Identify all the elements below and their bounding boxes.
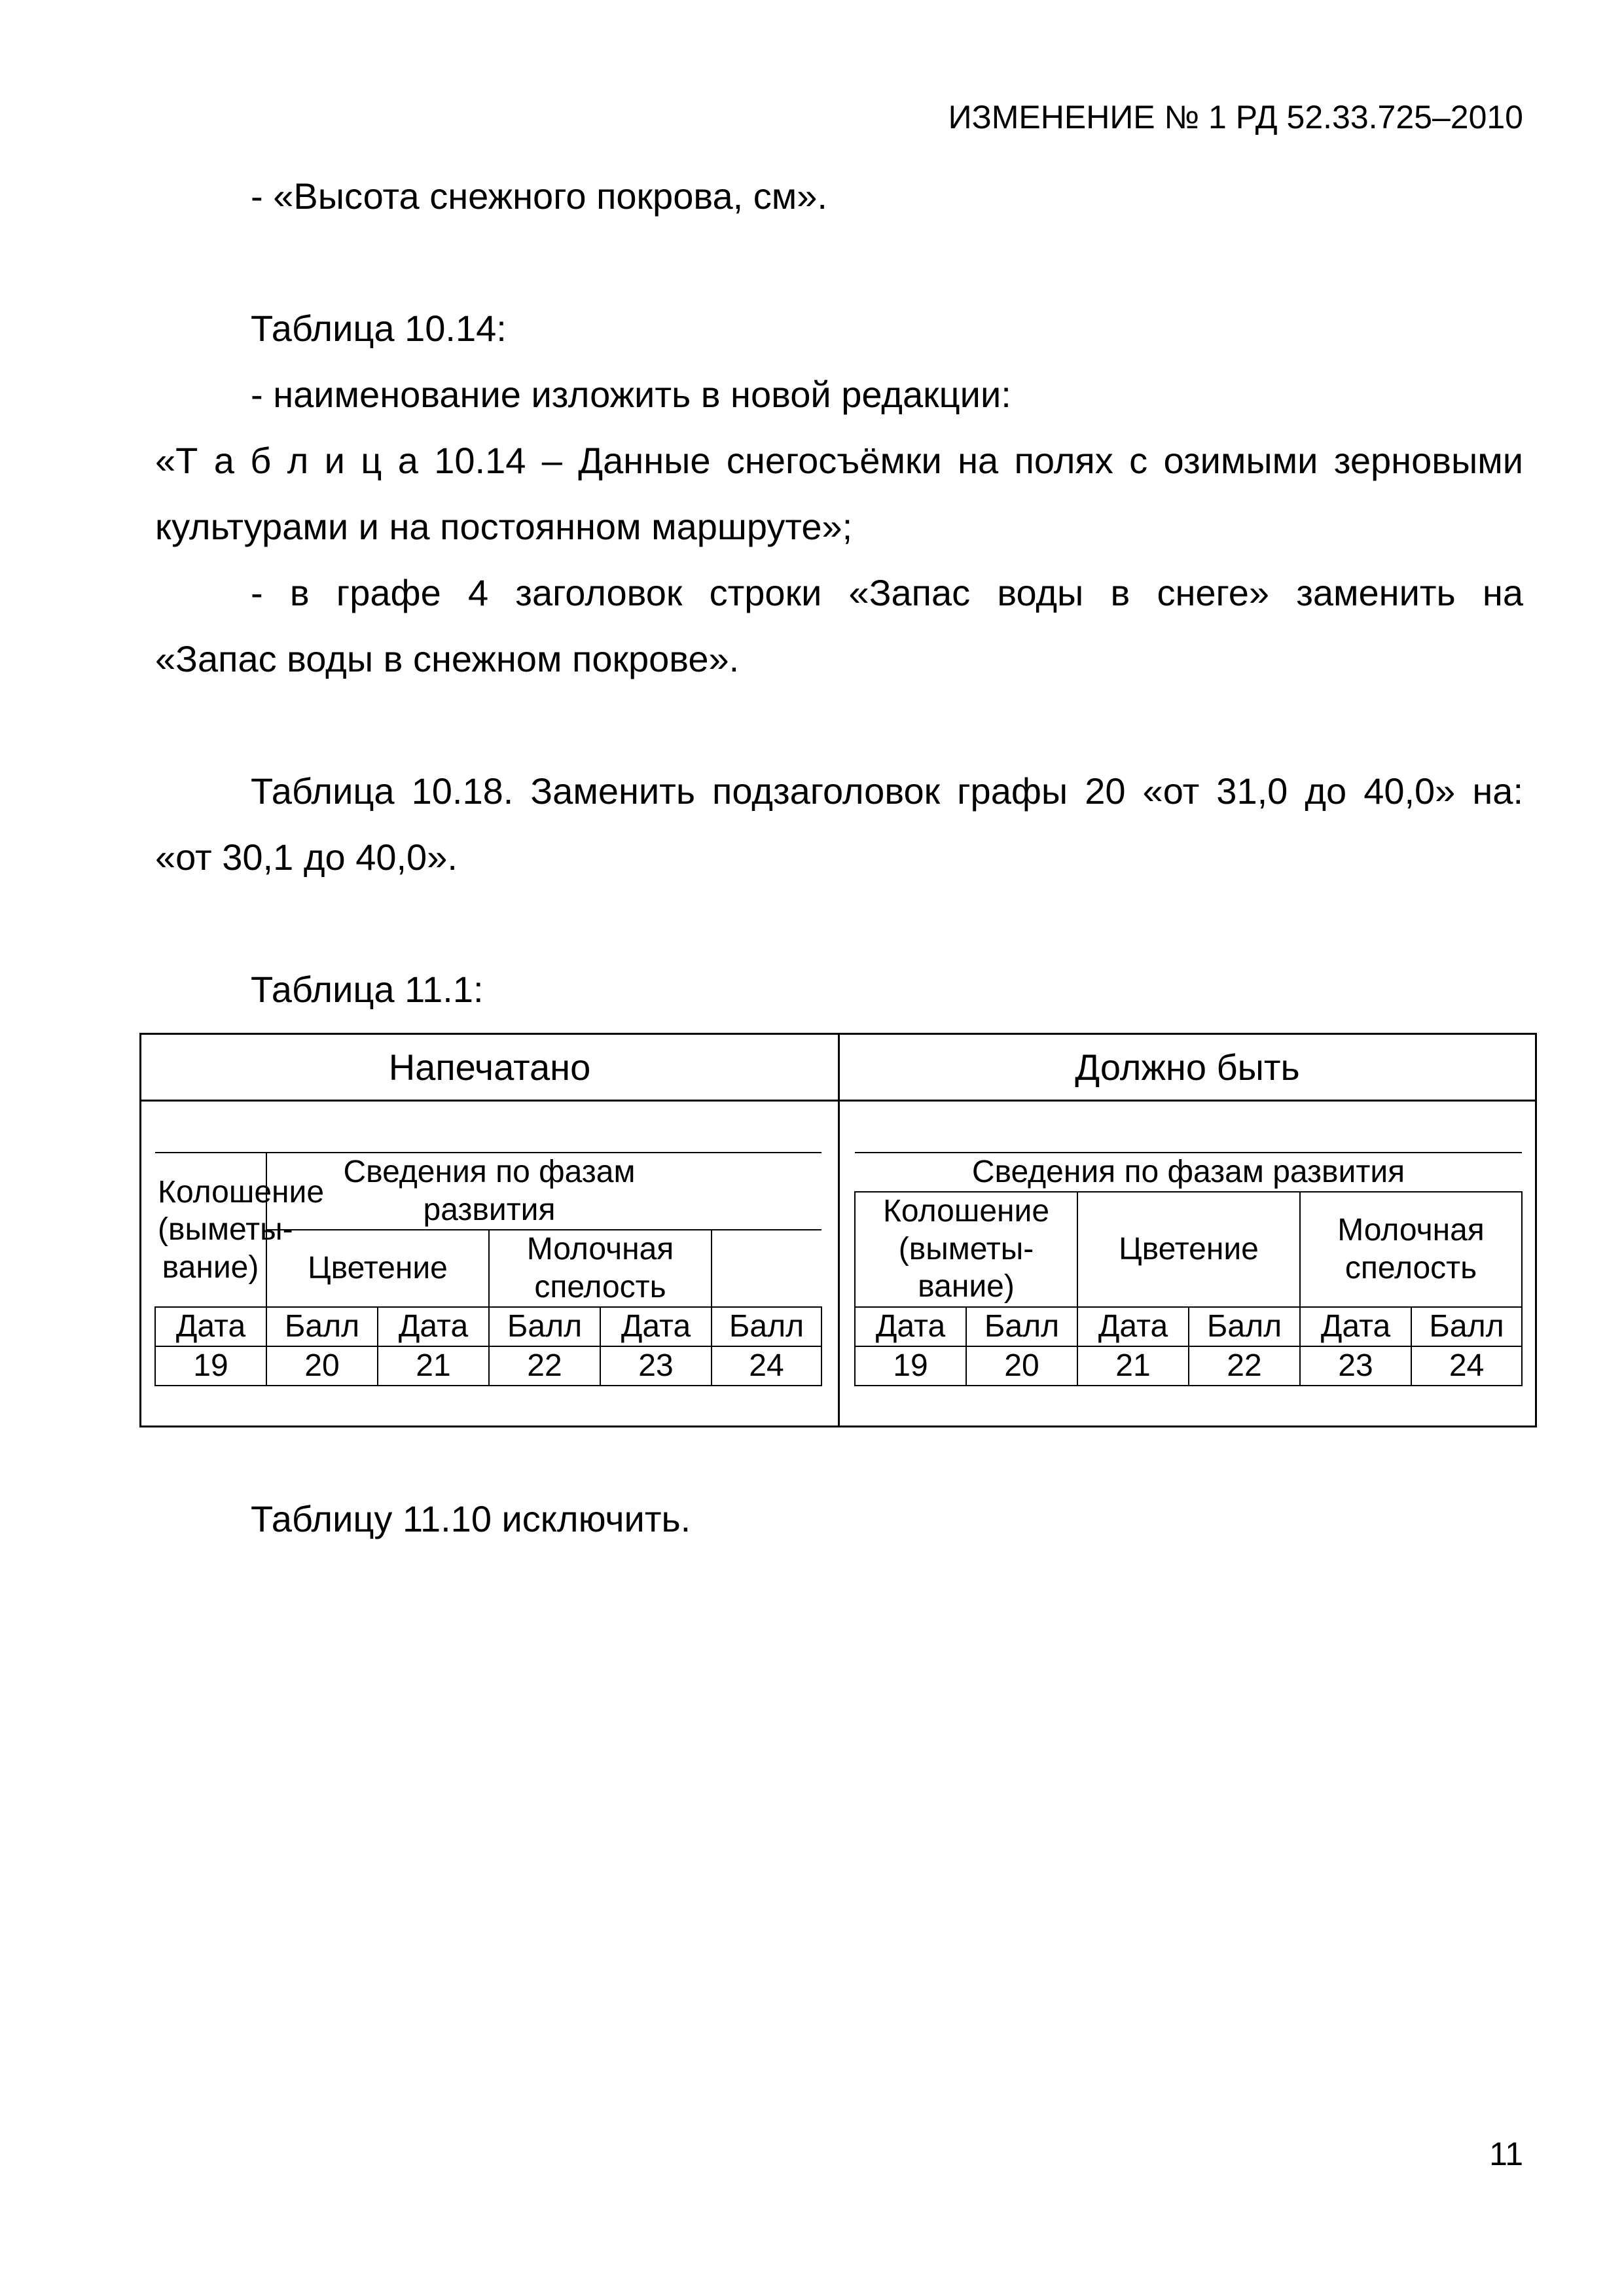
should-be-subheader: Дата	[1077, 1307, 1189, 1346]
printed-subheader: Балл	[712, 1307, 821, 1346]
printed-subheader: Балл	[489, 1307, 600, 1346]
should-be-milk-ripeness-line-1: Молочная	[1337, 1213, 1485, 1247]
should-be-subheader: Дата	[1300, 1307, 1411, 1346]
table-10-14-heading: Таблица 10.14:	[251, 308, 507, 349]
should-be-heading-earing-line-3: вание)	[918, 1269, 1015, 1304]
should-be-column-header: Должно быть	[1075, 1047, 1300, 1088]
should-be-column-number: 21	[1077, 1346, 1189, 1386]
printed-heading-phases-line-1: Сведения по фазам	[343, 1155, 636, 1190]
should-be-heading-earing-line-2: (выметы-	[898, 1231, 1034, 1266]
should-be-column-number: 20	[966, 1346, 1077, 1386]
printed-milk-ripeness-line-2: спелость	[534, 1270, 666, 1304]
printed-column-number: 20	[266, 1346, 378, 1386]
printed-heading-earing-line-1: Колошение	[158, 1174, 325, 1210]
table-10-14-item-2-line-2: «Запас воды в снежном покрове».	[155, 638, 740, 679]
printed-heading-phases-tail	[712, 1153, 821, 1230]
printed-subheader: Дата	[600, 1307, 712, 1346]
document-header: ИЗМЕНЕНИЕ № 1 РД 52.33.725–2010	[948, 99, 1523, 135]
printed-subheader: Дата	[378, 1307, 489, 1346]
table-10-14-item-2-line-1: - в графе 4 заголовок строки «Запас воды в снеге» заменить на	[251, 572, 1523, 613]
printed-heading-earing-line-2: (выметы-	[158, 1212, 293, 1247]
printed-column-number: 24	[712, 1346, 821, 1386]
should-be-column-number: 22	[1189, 1346, 1300, 1386]
table-10-14-item-1: - наименование изложить в новой редакции:	[251, 374, 1011, 415]
should-be-subheader: Балл	[1411, 1307, 1522, 1346]
table-10-14-new-title-line-1: «Т а б л и ц а 10.14 – Данные снегосъёмки на полях с озимыми зерновыми	[155, 440, 1523, 481]
should-be-heading-earing	[855, 1192, 1077, 1307]
table-10-14-new-title-line-2: культурами и на постоянном маршруте»;	[155, 506, 853, 547]
page-number: 11	[1489, 2136, 1523, 2172]
printed-subheader: Дата	[155, 1307, 266, 1346]
printed-column-number: 22	[489, 1346, 600, 1386]
should-be-heading-flowering: Цветение	[1077, 1192, 1300, 1307]
printed-column-number: 23	[600, 1346, 712, 1386]
table-11-1-heading: Таблица 11.1:	[251, 969, 484, 1010]
printed-milk-ripeness-line-1: Молочная	[526, 1232, 674, 1267]
printed-column-header: Напечатано	[388, 1047, 591, 1088]
should-be-heading-earing-line-1: Колошение	[882, 1194, 1050, 1229]
snow-height-item: - «Высота снежного покрова, см».	[251, 175, 827, 217]
table-11-10-item: Таблицу 11.10 исключить.	[251, 1498, 691, 1539]
printed-heading-earing-line-3: вание)	[162, 1249, 259, 1285]
should-be-heading-milk-ripeness	[1300, 1192, 1522, 1307]
should-be-subheader: Балл	[966, 1307, 1077, 1346]
printed-subheader: Балл	[266, 1307, 378, 1346]
should-be-milk-ripeness-line-2: спелость	[1344, 1250, 1477, 1285]
table-10-18-line-1: Таблица 10.18. Заменить подзаголовок графы 20 «от 31,0 до 40,0» на:	[251, 770, 1523, 812]
should-be-table	[854, 1152, 1523, 1386]
table-10-18-line-2: «от 30,1 до 40,0».	[155, 836, 458, 878]
printed-heading-milk-ripeness	[489, 1230, 712, 1307]
printed-heading-phases	[266, 1153, 712, 1230]
printed-heading-flowering: Цветение	[266, 1230, 489, 1307]
printed-column-number: 19	[155, 1346, 266, 1386]
should-be-heading-phases: Сведения по фазам развития	[855, 1153, 1522, 1192]
comparison-table-center-line	[838, 1035, 840, 1426]
should-be-column-number: 23	[1300, 1346, 1411, 1386]
should-be-column-number: 24	[1411, 1346, 1522, 1386]
printed-column-number: 21	[378, 1346, 489, 1386]
should-be-column-number: 19	[855, 1346, 966, 1386]
should-be-subheader: Балл	[1189, 1307, 1300, 1346]
should-be-subheader: Дата	[855, 1307, 966, 1346]
printed-heading-phases-line-2: развития	[423, 1193, 556, 1227]
printed-table	[154, 1152, 822, 1386]
printed-heading-earing	[155, 1153, 325, 1307]
